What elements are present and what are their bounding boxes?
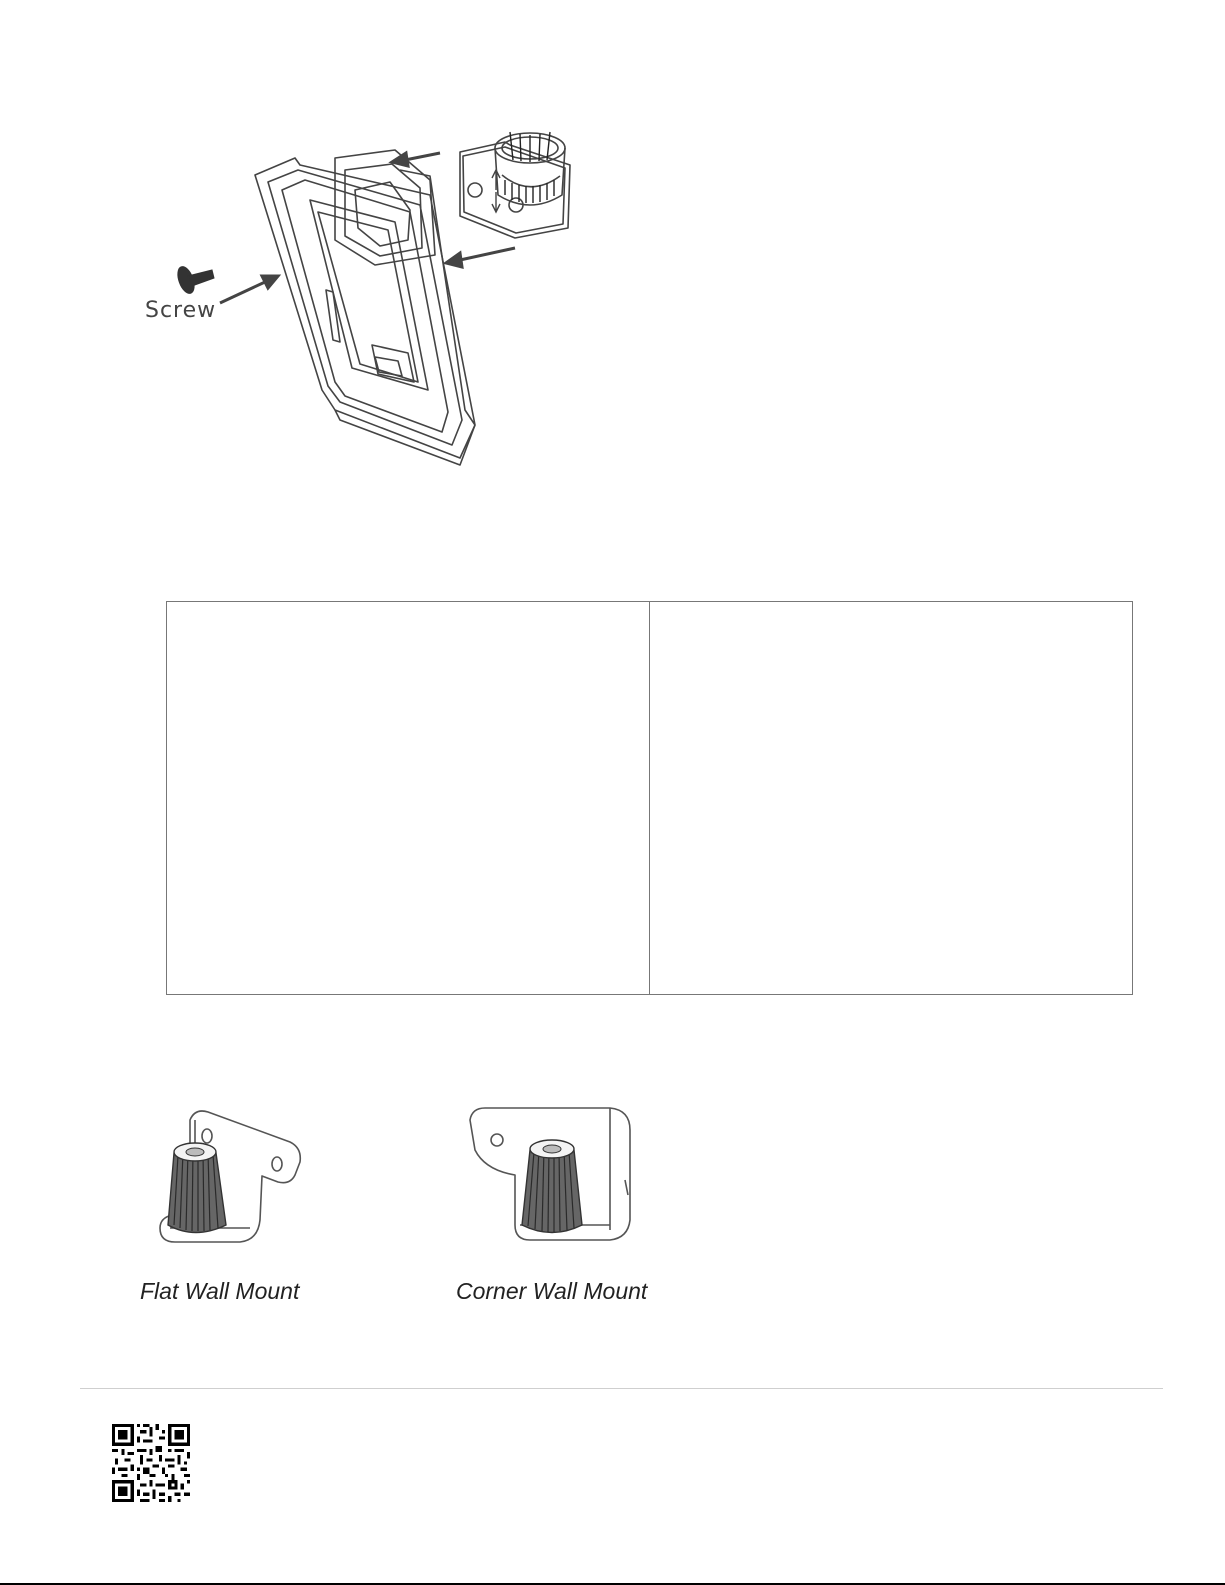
info-table [166, 601, 1133, 995]
screw-label: Screw [145, 298, 217, 323]
table-cell-right [650, 602, 1132, 994]
table-cell-left [167, 602, 650, 994]
flat-wall-mount-image [150, 1100, 310, 1250]
footer-divider [80, 1388, 1163, 1389]
qr-code-icon[interactable] [112, 1424, 190, 1502]
corner-wall-mount-image [460, 1100, 640, 1250]
flat-wall-mount-caption: Flat Wall Mount [140, 1278, 300, 1304]
corner-wall-mount-caption: Corner Wall Mount [456, 1278, 648, 1304]
